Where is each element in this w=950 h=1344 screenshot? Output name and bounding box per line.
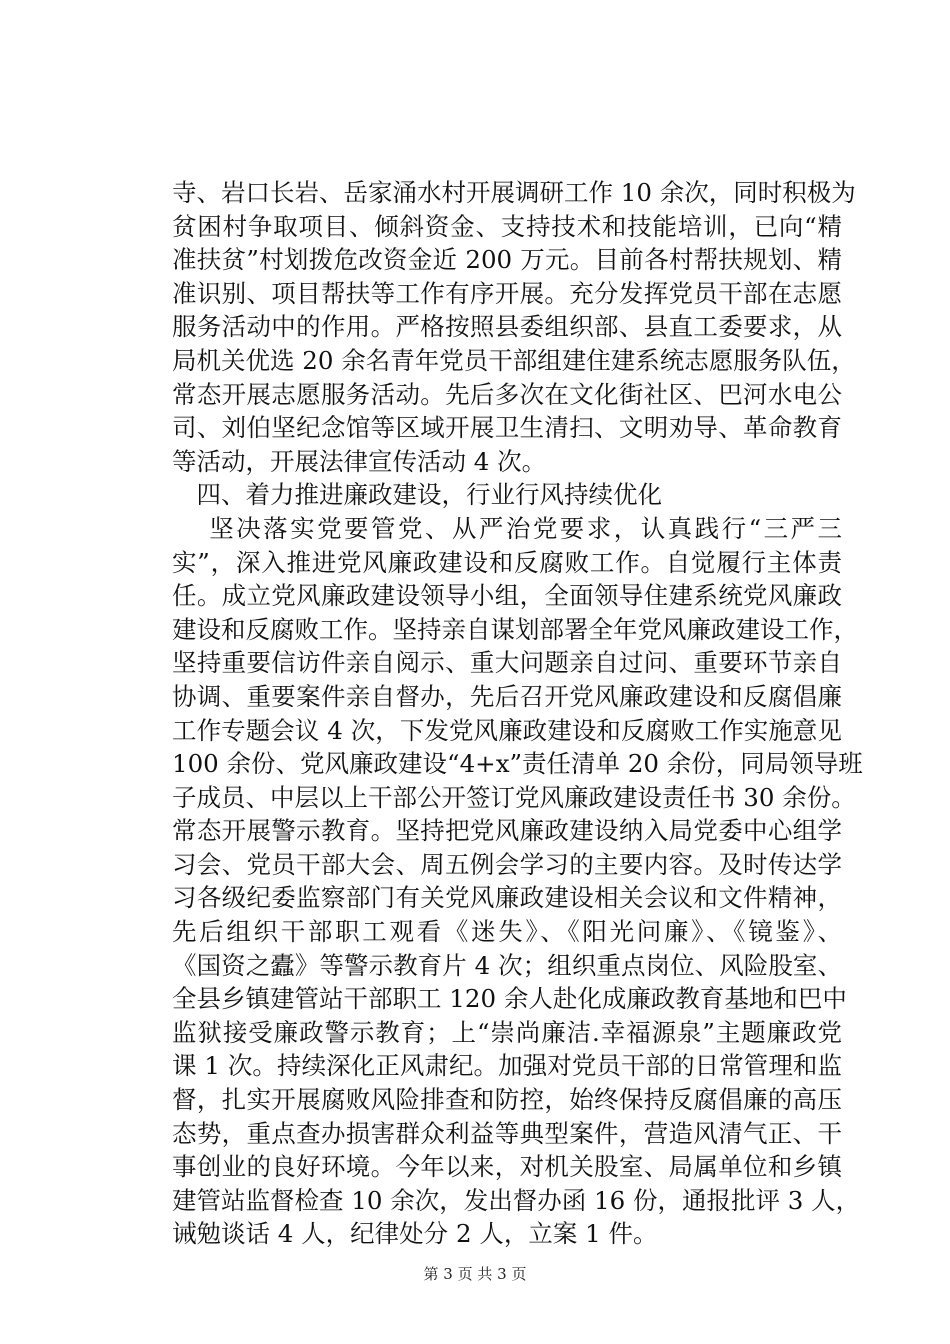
text-line: 习各级纪委监察部门有关党风廉政建设相关会议和文件精神， bbox=[172, 883, 842, 913]
text-line: 建管站监督检查 10 余次，发出督办函 16 份，通报批评 3 人， bbox=[172, 1185, 861, 1215]
text-line: 寺、岩口长岩、岳家涌水村开展调研工作 10 余次，同时积极为 bbox=[172, 178, 856, 207]
text-line: 司、刘伯坚纪念馆等区域开展卫生清扫、文明劝导、革命教育 bbox=[172, 413, 842, 443]
text-line: 先后组织干部职工观看《迷失》、《阳光问廉》、《镜鉴》、 bbox=[172, 917, 842, 947]
text-line: 事创业的良好环境。今年以来，对机关股室、局属单位和乡镇 bbox=[172, 1152, 842, 1182]
text-line: 协调、重要案件亲自督办，先后召开党风廉政建设和反腐倡廉 bbox=[172, 681, 842, 711]
text-line: 实”，深入推进党风廉政建设和反腐败工作。自觉履行主体责 bbox=[172, 547, 842, 577]
text-line: 局机关优选 20 余名青年党员干部组建住建系统志愿服务队伍， bbox=[172, 345, 856, 375]
text-line: 建设和反腐败工作。坚持亲自谋划部署全年党风廉政建设工作， bbox=[172, 614, 858, 644]
text-line: 子成员、中层以上干部公开签订党风廉政建设责任书 30 余份。 bbox=[172, 782, 856, 812]
text-line: 全县乡镇建管站干部职工 120 余人赴化成廉政教育基地和巴中 bbox=[172, 984, 847, 1014]
text-line: 贫困村争取项目、倾斜资金、支持技术和技能培训，已向“精 bbox=[172, 211, 842, 241]
text-line: 工作专题会议 4 次，下发党风廉政建设和反腐败工作实施意见 bbox=[172, 715, 842, 745]
page-footer: 第 3 页 共 3 页 bbox=[423, 1265, 527, 1283]
text-line: 监狱接受廉政警示教育；上“崇尚廉洁.幸福源泉”主题廉政党 bbox=[172, 1017, 842, 1047]
text-line: 态势，重点查办损害群众利益等典型案件，营造风清气正、干 bbox=[172, 1118, 842, 1148]
text-line: 等活动，开展法律宣传活动 4 次。 bbox=[172, 446, 547, 476]
text-line: 常态开展志愿服务活动。先后多次在文化街社区、巴河水电公 bbox=[172, 379, 842, 409]
text-line: 服务活动中的作用。严格按照县委组织部、县直工委要求，从 bbox=[172, 312, 842, 342]
text-line: 坚持重要信访件亲自阅示、重大问题亲自过问、重要环节亲自 bbox=[172, 648, 842, 678]
text-line: 任。成立党风廉政建设领导小组，全面领导住建系统党风廉政 bbox=[172, 581, 842, 611]
text-line: 诫勉谈话 4 人，纪律处分 2 人，立案 1 件。 bbox=[172, 1219, 658, 1249]
document-body bbox=[172, 176, 863, 1251]
section-heading: 四、着力推进廉政建设，行业行风持续优化 bbox=[172, 480, 662, 510]
text-line: 课 1 次。持续深化正风肃纪。加强对党员干部的日常管理和监 bbox=[172, 1051, 842, 1081]
text-line: 常态开展警示教育。坚持把党风廉政建设纳入局党委中心组学 bbox=[172, 816, 842, 846]
text-line: 准扶贫”村划拨危改资金近 200 万元。目前各村帮扶规划、精 bbox=[172, 245, 842, 275]
text-line: 100 余份、党风廉政建设“4+x”责任清单 20 余份，同局领导班 bbox=[172, 749, 863, 779]
text-line: 习会、党员干部大会、周五例会学习的主要内容。及时传达学 bbox=[172, 849, 842, 879]
text-line: 《国资之蠹》等警示教育片 4 次；组织重点岗位、风险股室、 bbox=[172, 950, 842, 980]
text-line: 督，扎实开展腐败风险排查和防控，始终保持反腐倡廉的高压 bbox=[172, 1085, 842, 1115]
text-line: 准识别、项目帮扶等工作有序开展。充分发挥党员干部在志愿 bbox=[172, 278, 842, 308]
text-line: 坚决落实党要管党、从严治党要求，认真践行“三严三 bbox=[172, 513, 842, 543]
